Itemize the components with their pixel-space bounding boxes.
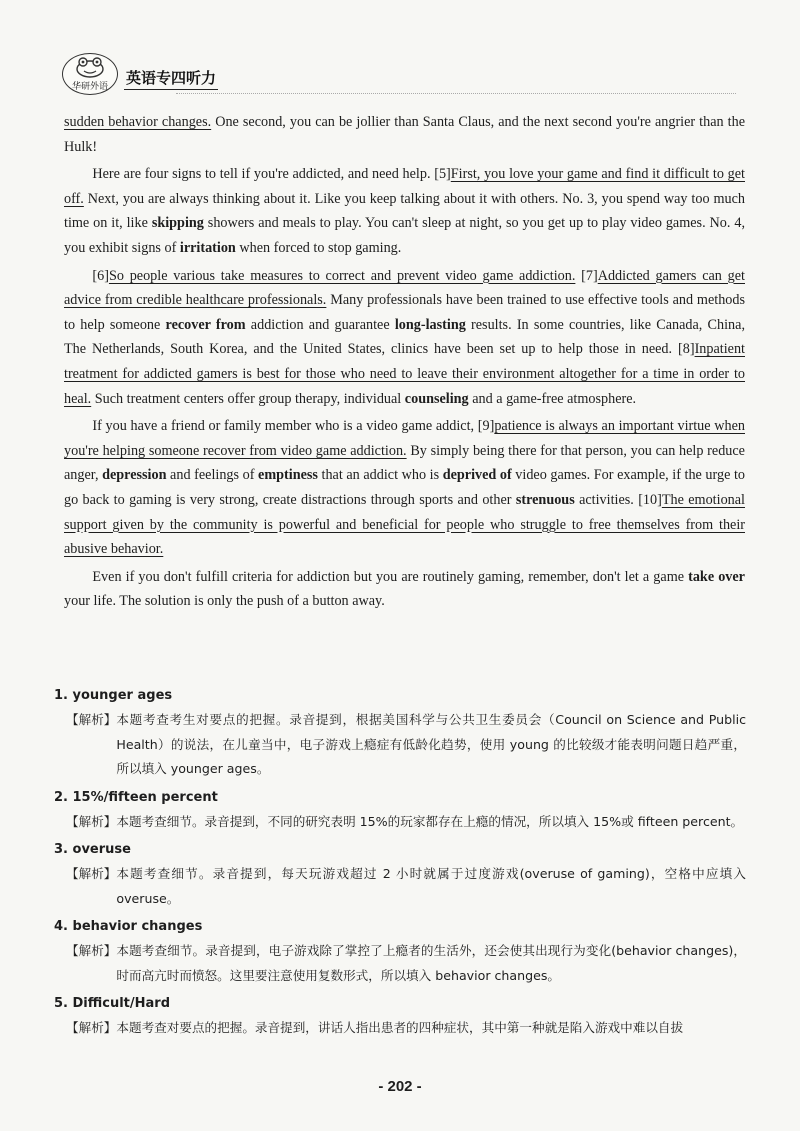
header-divider xyxy=(176,93,736,94)
answer-explanation xyxy=(66,862,746,911)
answer-item xyxy=(54,786,746,835)
explanation-text: 本题考查细节。录音提到，不同的研究表明 15%的玩家都存在上瘾的情况，所以填入 15%或 fifteen percent。 xyxy=(116,813,744,829)
answer-item xyxy=(54,915,746,988)
explanation-text: 本题考查细节。录音提到，每天玩游戏超过 2 小时就属于过度游戏(overuse of gaming)，空格中应填入 overuse。 xyxy=(116,866,746,906)
underlined-answer: Addicted gamers can get advice from credible healthcare professionals. xyxy=(64,267,745,309)
answer-heading: 4. behavior changes xyxy=(54,919,203,934)
answer-explanation xyxy=(66,810,746,835)
underlined-answer: sudden behavior changes. xyxy=(64,114,212,130)
answer-item xyxy=(54,838,746,911)
analysis-tag: 【解析】 xyxy=(66,813,117,829)
paragraph-4: If you have a friend or family member who is a video game addict, [9]patience is always an important virtue when you're helping someone recover from video game addiction. By simply being there for that person, you can help reduce anger, depression and feelings of emptiness that an addict who is deprived of video games. For example, if the urge to go back to gaming is very strong, create distractions through sports and other strenuous activities. [10]The emotional support given by the community is powerful and beneficial for people who struggle to free themselves from their abusive behavior. xyxy=(64,418,745,558)
paragraph-3: [6]So people various take measures to correct and prevent video game addiction. [7]Addicted gamers can get advice from credible healthcare professionals. Many professionals have been trained to use effective tools and methods to help someone recover from addiction and guarantee long-lasting results. In some countries, like Canada, China, The Netherlands, South Korea, and the United States, clinics have been set up to help those in need. [8]Inpatient treatment for addicted gamers is best for those who need to leave their environment altogether for a time in order to heal. Such treatment centers offer group therapy, individual counseling and a game-free atmosphere. xyxy=(64,267,745,407)
page-number: - 202 - xyxy=(378,1078,422,1095)
keyword: strenuous xyxy=(515,491,575,508)
underlined-answer: The emotional support given by the community is powerful and beneficial for people who struggle to free themselves from their abusive behavior. xyxy=(64,491,745,558)
logo-text: 华研外语 xyxy=(71,82,108,92)
keyword: long-lasting xyxy=(394,316,466,333)
keyword: irritation xyxy=(179,239,236,256)
passage xyxy=(64,110,745,614)
answer-heading: 5. Difficult/Hard xyxy=(54,996,171,1011)
paragraph-2: Here are four signs to tell if you're addicted, and need help. [5]First, you love your game and find it difficult to get off. Next, you are always thinking about it. Like you keep talking about it with others. No. 3, you spend way too much time on it, like skipping showers and meals to play. You can't sleep at night, so you get up to play video games. No. 4, you exhibit signs of irritation when forced to stop gaming. xyxy=(64,166,746,256)
paragraph-5: Even if you don't fulfill criteria for addiction but you are routinely gaming, remember, don't let a game take over your life. The solution is only the push of a button away. xyxy=(64,568,745,610)
answer-heading: 3. overuse xyxy=(54,842,131,857)
explanation-text: 本题考查对要点的把握。录音提到，讲话人指出患者的四种症状，其中第一种就是陷入游戏中难以自拔 xyxy=(116,1020,684,1035)
answer-explanation xyxy=(66,1016,746,1041)
keyword: counseling xyxy=(404,390,469,407)
underlined-answer: First, you love your game and find it difficult to get off. xyxy=(64,166,745,207)
answer-item xyxy=(54,992,746,1041)
answer-heading: 1. younger ages xyxy=(54,688,173,703)
answer-key xyxy=(54,684,746,1045)
explanation-text: 本题考查细节。录音提到，电子游戏除了掌控了上瘾者的生活外，还会使其出现行为变化(behavior changes)，时而高亢时而愤怒。这里要注意使用复数形式，所以填入 behavior changes。 xyxy=(116,943,746,983)
underlined-answer: Inpatient treatment for addicted gamers is best for those who need to leave their environment altogether for a time in order to heal. xyxy=(64,341,745,407)
publisher-logo xyxy=(62,53,118,95)
keyword: take over xyxy=(688,568,745,585)
keyword: skipping xyxy=(151,215,204,232)
keyword: deprived of xyxy=(442,467,512,484)
keyword: emptiness xyxy=(258,467,318,484)
book-title: 英语专四听力 xyxy=(124,67,218,90)
analysis-tag: 【解析】 xyxy=(66,712,117,727)
answer-explanation xyxy=(66,939,746,988)
keyword: depression xyxy=(102,467,167,484)
analysis-tag: 【解析】 xyxy=(66,1020,117,1035)
answer-item xyxy=(54,684,746,782)
analysis-tag: 【解析】 xyxy=(66,866,117,881)
underlined-answer: So people various take measures to correct and prevent video game addiction. xyxy=(108,267,576,284)
answer-explanation xyxy=(66,708,746,782)
explanation-text: 本题考查考生对要点的把握。录音提到，根据美国科学与公共卫生委员会（Council on Science and Public Health）的说法，在儿童当中，电子游戏上瘾症有低龄化趋势，使用 young 的比较级才能表明问题日趋严重，所以填入 younger ages。 xyxy=(116,712,746,776)
answer-heading: 2. 15%/fifteen percent xyxy=(54,789,218,805)
keyword: recover from xyxy=(165,316,246,333)
page-header xyxy=(62,54,218,94)
paragraph-1: sudden behavior changes. One second, you can be jollier than Santa Claus, and the next second you're angrier than the Hulk! xyxy=(64,114,745,155)
analysis-tag: 【解析】 xyxy=(66,943,117,958)
underlined-answer: patience is always an important virtue when you're helping someone recover from video game addiction. xyxy=(64,418,745,459)
frog-logo-icon xyxy=(73,56,107,78)
